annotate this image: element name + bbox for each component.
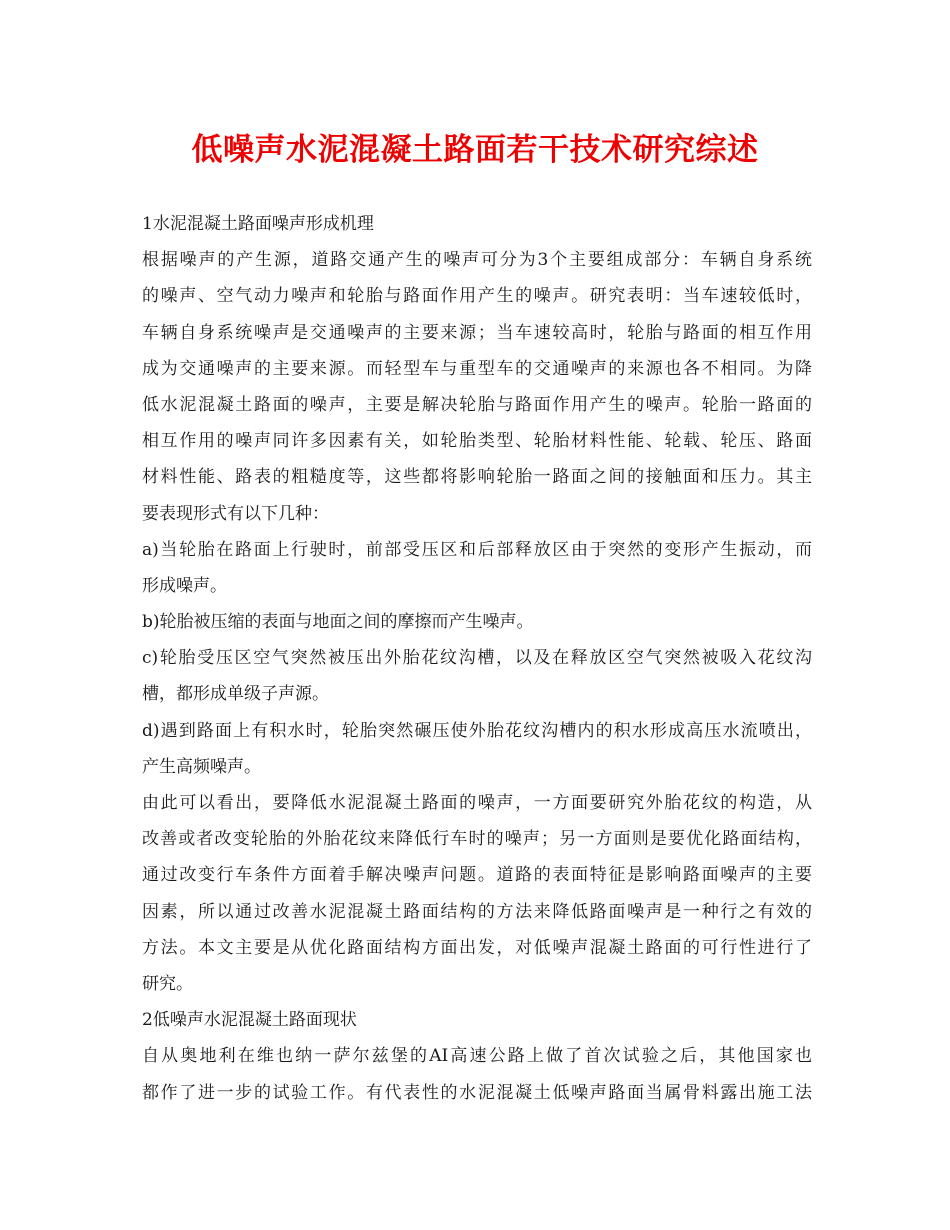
text-line: 都作了进一步的试验工作。有代表性的水泥混凝土低噪声路面当属骨料露出施工法 (142, 1082, 812, 1103)
text-line: 因素，所以通过改善水泥混凝土路面结构的方法来降低路面噪声是一种行之有效的 (142, 901, 812, 922)
text-line: 的噪声、空气动力噪声和轮胎与路面作用产生的噪声。研究表明：当车速较低时， (142, 286, 812, 307)
text-line: 要表现形式有以下几种： (142, 503, 329, 524)
text-line: 成为交通噪声的主要来源。而轻型车与重型车的交通噪声的来源也各不相同。为降 (142, 358, 812, 379)
list-item-a: a)当轮胎在路面上行驶时，前部受压区和后部释放区由于突然的变形产生振动，而 (142, 539, 812, 560)
document-title: 低噪声水泥混凝土路面若干技术研究综述 (191, 132, 759, 168)
text-line: 自从奥地利在维也纳一萨尔兹堡的AI高速公路上做了首次试验之后，其他国家也 (142, 1046, 812, 1067)
text-line: 根据噪声的产生源，道路交通产生的噪声可分为3个主要组成部分：车辆自身系统 (142, 250, 812, 271)
text-line: 方法。本文主要是从优化路面结构方面出发，对低噪声混凝土路面的可行性进行了 (142, 937, 812, 958)
text-line: 槽，都形成单级子声源。 (142, 684, 329, 705)
text-line: 改善或者改变轮胎的外胎花纹来降低行车时的噪声；另一方面则是要优化路面结构， (142, 829, 812, 850)
text-line: 产生高频噪声。 (142, 756, 261, 777)
list-item-d: d)遇到路面上有积水时，轮胎突然碾压使外胎花纹沟槽内的积水形成高压水流喷出， (142, 720, 812, 741)
text-line: 低水泥混凝土路面的噪声，主要是解决轮胎与路面作用产生的噪声。轮胎一路面的 (142, 394, 812, 415)
list-item-c: c)轮胎受压区空气突然被压出外胎花纹沟槽，以及在释放区空气突然被吸入花纹沟 (142, 648, 812, 669)
text-line: 研究。 (142, 973, 193, 994)
section-heading-2: 2低噪声水泥混凝土路面现状 (142, 1010, 357, 1031)
text-line: 相互作用的噪声同许多因素有关，如轮胎类型、轮胎材料性能、轮载、轮压、路面 (142, 431, 812, 452)
list-item-b: b)轮胎被压缩的表面与地面之间的摩擦而产生噪声。 (142, 612, 534, 633)
text-line: 由此可以看出，要降低水泥混凝土路面的噪声，一方面要研究外胎花纹的构造，从 (142, 793, 812, 813)
text-line: 材料性能、路表的粗糙度等，这些都将影响轮胎一路面之间的接触面和压力。其主 (142, 467, 812, 488)
text-line: 车辆自身系统噪声是交通噪声的主要来源；当车速较高时，轮胎与路面的相互作用 (142, 322, 812, 343)
section-heading-1: 1水泥混凝土路面噪声形成机理 (142, 214, 374, 234)
text-line: 形成噪声。 (142, 575, 227, 596)
document-body (142, 206, 812, 1111)
text-line: 通过改变行车条件方面着手解决噪声问题。道路的表面特征是影响路面噪声的主要 (142, 865, 812, 886)
